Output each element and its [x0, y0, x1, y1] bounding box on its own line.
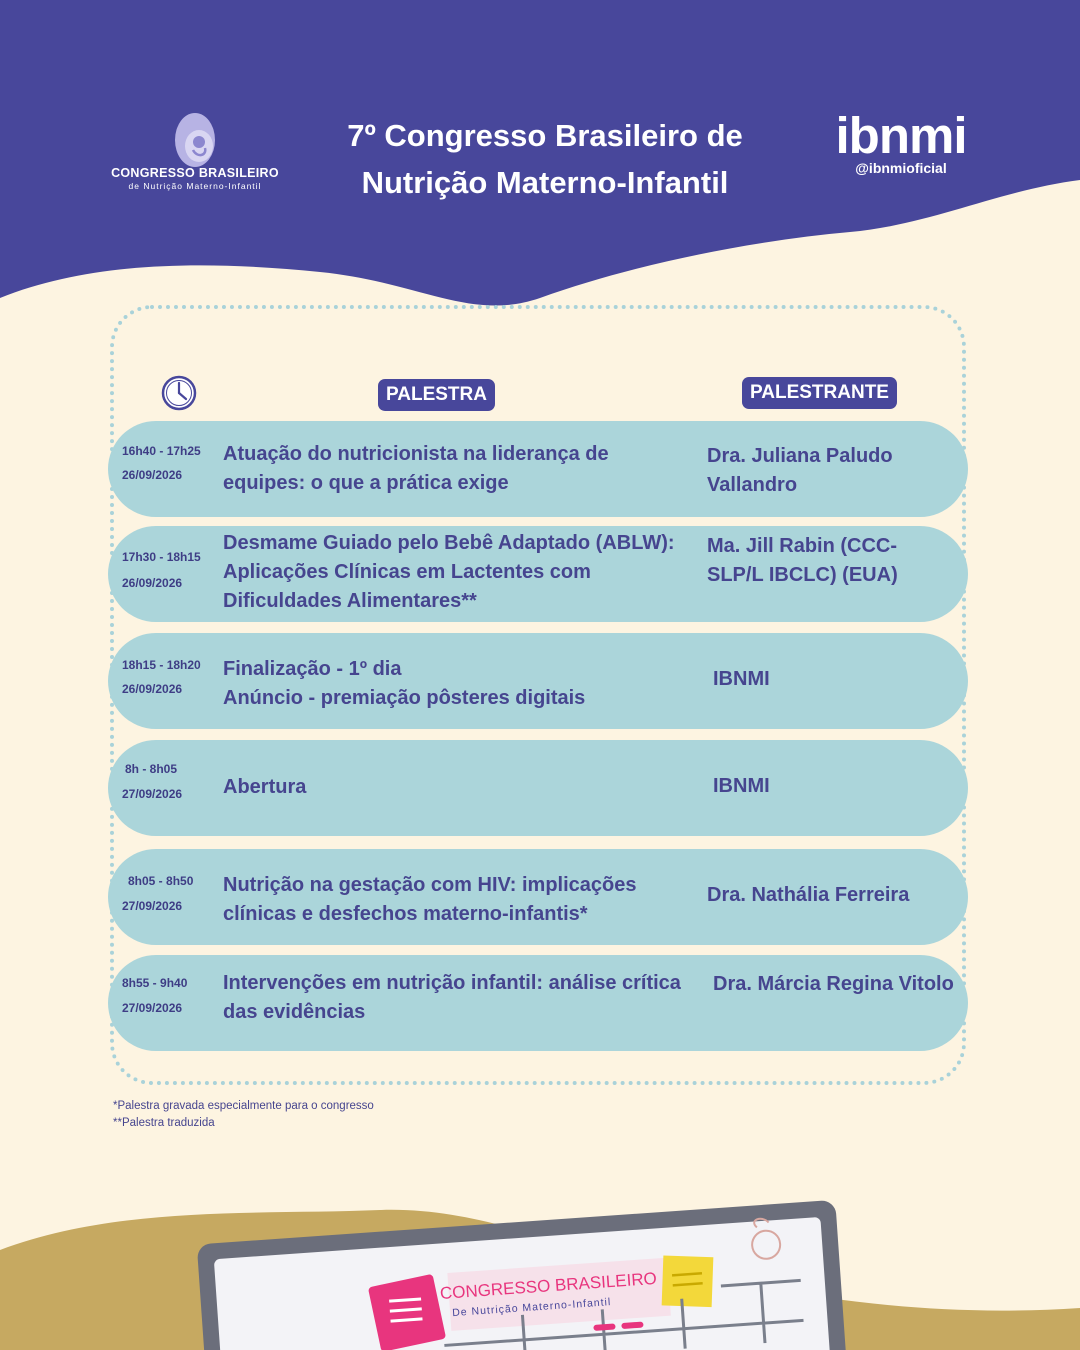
row-date: 27/09/2026 — [122, 787, 183, 801]
row-time: 8h - 8h05 — [125, 762, 178, 776]
logo-subtitle: de Nutrição Materno-Infantil — [128, 181, 262, 191]
row-talk-line-2: Anúncio - premiação pôsteres digitais — [223, 687, 586, 709]
row-speaker: Dra. Márcia Regina Vitolo — [713, 973, 954, 995]
schedule-row — [108, 955, 968, 1051]
row-time: 8h55 - 9h40 — [122, 976, 188, 990]
talk-column-header: PALESTRA — [378, 379, 495, 411]
row-time: 18h15 - 18h20 — [122, 658, 201, 672]
row-speaker: Dra. Nathália Ferreira — [707, 884, 910, 906]
row-talk-line-1: Finalização - 1º dia — [223, 658, 402, 680]
title-line-2: Nutrição Materno-Infantil — [361, 165, 729, 200]
row-date: 27/09/2026 — [122, 1001, 183, 1015]
row-time: 8h05 - 8h50 — [128, 874, 194, 888]
schedule-row — [108, 633, 968, 729]
footnotes — [113, 1098, 374, 1132]
row-date: 26/09/2026 — [122, 682, 183, 696]
schedule-row — [108, 849, 968, 945]
brand-handle: @ibnmioficial — [855, 160, 947, 176]
footnote-1: *Palestra gravada especialmente para o congresso — [113, 1100, 374, 1112]
row-date: 27/09/2026 — [122, 899, 183, 913]
row-talk: Nutrição na gestação com HIV: implicações clínicas e desfechos materno-infantis* — [223, 874, 637, 925]
row-speaker: IBNMI — [713, 668, 770, 690]
clock-icon — [161, 375, 197, 411]
page-title — [300, 112, 790, 206]
row-talk — [223, 655, 693, 713]
row-time: 16h40 - 17h25 — [122, 444, 201, 458]
illustration-title: CONGRESSO BRASILEIRO — [439, 1268, 658, 1303]
row-talk: Atuação do nutricionista na liderança de equipes: o que a prática exige — [223, 443, 609, 494]
congress-logo — [110, 110, 280, 191]
footnote-2: **Palestra traduzida — [113, 1117, 215, 1129]
title-line-1: 7º Congresso Brasileiro de — [347, 118, 743, 153]
schedule-row — [108, 740, 968, 836]
row-talk: Intervenções em nutrição infantil: análise crítica das evidências — [223, 972, 681, 1023]
row-speaker: Ma. Jill Rabin (CCC-SLP/L IBCLC) (EUA) — [707, 535, 898, 586]
pregnancy-logo-icon — [165, 110, 225, 172]
row-speaker: IBNMI — [713, 775, 770, 797]
row-date: 26/09/2026 — [122, 468, 183, 482]
row-time: 17h30 - 18h15 — [122, 550, 201, 564]
row-date: 26/09/2026 — [122, 576, 183, 590]
speaker-column-header: PALESTRANTE — [742, 377, 897, 409]
row-talk: Abertura — [223, 776, 307, 798]
brand-name: ibnmi — [835, 107, 967, 164]
row-talk: Desmame Guiado pelo Bebê Adaptado (ABLW): Aplicações Clínicas em Lactentes com Dificuldades Alimentares** — [223, 532, 675, 612]
schedule-row — [108, 526, 968, 622]
row-speaker: Dra. Juliana Paludo Vallandro — [707, 445, 893, 496]
brand-logo — [826, 108, 976, 176]
logo-title: CONGRESSO BRASILEIRO — [111, 166, 279, 180]
schedule-row — [108, 421, 968, 517]
illustration-subtitle: De Nutrição Materno-Infantil — [451, 1296, 612, 1320]
